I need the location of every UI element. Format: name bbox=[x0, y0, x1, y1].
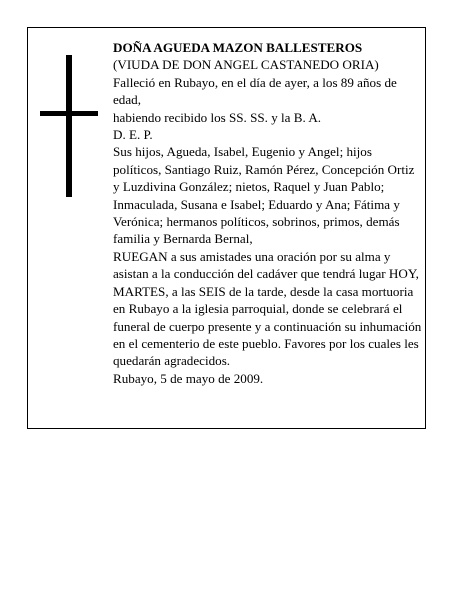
notice-text bbox=[113, 39, 423, 387]
place-date-line: Rubayo, 5 de mayo de 2009. bbox=[113, 370, 264, 386]
cross-icon bbox=[40, 55, 98, 197]
sacraments-line: habiendo recibido los SS. SS. y la B. A. bbox=[113, 109, 322, 125]
rip-line: D. E. P. bbox=[113, 127, 153, 143]
widow-of-line: (VIUDA DE DON ANGEL CASTANEDO ORIA) bbox=[113, 57, 379, 73]
cross-horizontal-bar bbox=[40, 111, 98, 116]
death-line: Falleció en Rubayo, en el día de ayer, a los 89 años de edad, bbox=[113, 74, 397, 108]
cross-vertical-bar bbox=[66, 55, 72, 197]
deceased-name: DOÑA AGUEDA MAZON BALLESTEROS bbox=[113, 40, 363, 55]
family-paragraph: Sus hijos, Agueda, Isabel, Eugenio y Angel; hijos políticos, Santiago Ruiz, Ramón Pérez, Concepción Ortiz y Luzdivina González; nietos, Raquel y Juan Pablo; Inmaculada, Susana e Isabel; Eduardo y Ana; Fátima y Verónica; hermanos políticos, sobrinos, primos, demás familia y Bernarda Bernal, bbox=[113, 144, 415, 247]
obituary-notice bbox=[27, 27, 426, 429]
request-paragraph: RUEGAN a sus amistades una oración por su alma y asistan a la conducción del cadáver que tendrá lugar HOY, MARTES, a las SEIS de la tarde, desde la casa mortuoria en Rubayo a la iglesia parroquial, donde se celebrará el funeral de cuerpo presente y a continuación su inhumación en el cementerio de este pueblo. Favores por los cuales les quedarán agradecidos. bbox=[113, 248, 422, 369]
